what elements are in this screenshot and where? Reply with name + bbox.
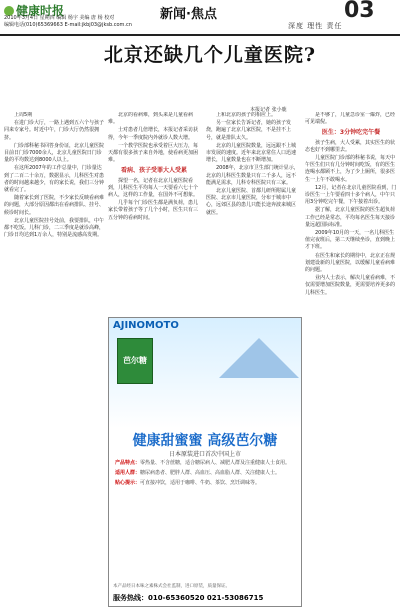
ad-company-name: AJINOMOTO xyxy=(113,320,179,331)
paragraph: 上和北京的孩子的相应上。 xyxy=(216,112,277,118)
paragraph: 门诊部科秘书回答身份证，北京儿童医院目前日门诊7000余人，北京儿童医院日门诊量的平均数达到8000人以上。 xyxy=(4,142,104,164)
ad-phone: 服务热线：010-65360520 021-53086715 xyxy=(113,594,264,602)
ad-subline: 日本原装进口首次中国上市 xyxy=(168,451,241,458)
paragraph: 一个教学医院也承受着巨大压力，每天都有很多孩子来自外地，使看病更加困难。 xyxy=(108,142,199,164)
article-column-3 xyxy=(206,112,300,312)
subheading: 看病、孩子受罪大人受累 xyxy=(120,167,187,175)
editor-contact-line: 编辑电话(010)65369663 E-mail:jkbj03@jksb.com.cn xyxy=(4,22,132,28)
paragraph: 北京儿童医院挂号处前，我要排队，中午都不吃饭。儿科门诊，二三季度是就诊高峰，门诊日均达到1万余人，特别是流感高发期。 xyxy=(4,217,104,239)
paragraph: 12月，记者在北京儿童医院看到，门诊医生一上午要看四十多个病人，中午只用3分钟吃完午餐，下午接着出诊。 xyxy=(305,184,397,206)
paragraph: 士对患者几倍增长，本报记者采访获得，今年一季度院内外就诊人数大增。 xyxy=(108,127,199,141)
paragraph: 是不够了，儿童急诊室一爆炸，已经可见端倪。 xyxy=(305,112,396,126)
paragraph: 业内人士表示，解决儿童看病难，不仅需要增加医院数量，更需要培养更多的儿科医生。 xyxy=(305,275,396,296)
product-box-label: 芭尔糖 xyxy=(123,356,147,365)
page-number: 03 xyxy=(344,0,375,23)
ad-tagline: 健康甜蜜蜜 高级芭尔糖 xyxy=(132,433,278,449)
paragraph: 北京的看病难，到头来是儿童看病难。 xyxy=(108,112,194,126)
paragraph: 儿童医院门诊部的科秘书说，每天中午医生们只有几分钟时间吃饭，有的医生连喝水都顾不上，为了少上厕所，很多医生一上午不敢喝水。 xyxy=(305,155,396,183)
article-headline: 北京还缺几个儿童医院? xyxy=(103,44,317,66)
paragraph: 另一位家长告诉记者，她的孩子发烧，跑遍了北京几家医院，不是挂不上号，就是排队太久。 xyxy=(206,120,292,141)
section-title: 新闻·焦点 xyxy=(160,7,217,22)
page-header xyxy=(0,0,400,36)
product-box-image xyxy=(117,338,153,384)
paragraph: 孩子生病，大人受累，其实医生的状态也好不到哪里去。 xyxy=(305,139,396,153)
paragraph: 在进门诊大厅，一路上遇到五六个与孩子同来专家号。时近中午，门诊大厅仍然很拥挤。 xyxy=(4,120,104,141)
paragraph: 北京的儿童医院数量，远远跟不上城市发展的速度。近年来北京常住人口迅速增长，儿童数量也在不断增加。 xyxy=(206,142,297,164)
paragraph: 随着家长到了医院，不少家长反映看病难的问题，大部分原因都出在看病排队、挂号、候诊时间长。 xyxy=(4,195,104,216)
ad-label: 适用人群： xyxy=(115,470,141,476)
paragraph: 在医生和家长的期待中，北京正在规划建设新的儿童医院，以缓解儿童看病难的问题。 xyxy=(305,252,396,274)
logo-text: 健康时报 xyxy=(16,4,65,18)
ad-label: 产品特点： xyxy=(115,460,141,466)
paragraph: 几乎每个门诊医生都是满负荷，患儿家长带着孩子等了几个小时，医生只有三五分钟的看病时间。 xyxy=(108,200,199,221)
section-slogan: 深度 理性 责任 xyxy=(288,22,343,30)
article-column-4 xyxy=(305,112,397,606)
paragraph: 在这所2007年的工作总量中，门诊量达到了二百二十余万，数据显示，儿科医生对患者的时间越来越少，有的家长说，我们三分钟就看完了。 xyxy=(4,165,104,194)
ad-text: 可直接冲饮，适用于咖啡、牛奶、茶饮、烹饪调味等。 xyxy=(140,480,261,486)
paragraph: 上周5期 xyxy=(14,112,33,118)
header-divider xyxy=(0,34,400,36)
ad-text: 糖尿病患者、肥胖人群、高血压、高血脂人群、关注健康人士。 xyxy=(140,470,281,476)
paragraph: 北京儿童医院、首都儿研所附属儿童医院、北京市儿童医院，分布于城市中心，远郊区县的患儿只能长途奔波来城区就医。 xyxy=(206,188,297,216)
ad-footnote: 本产品经日本味之素株式会社监制，进口原装，质量保证。 xyxy=(113,584,230,589)
ad-banner xyxy=(109,318,301,428)
article-byline: 本报记者 张小鹿 xyxy=(250,107,287,113)
mountain-graphic xyxy=(219,338,299,378)
ad-text: 零热量、不含蔗糖，适合糖尿病人、减肥人群及注重健康人士食用。 xyxy=(140,460,291,466)
paragraph: 据了解，北京儿童医院的医生超负荷工作已经是常态，平均每名医生每天接诊量远超国际标准。 xyxy=(305,207,396,228)
ad-label: 贴心提示： xyxy=(115,480,141,486)
article-column-2 xyxy=(108,112,200,312)
header-info xyxy=(4,15,132,29)
paragraph: 2008年，北京市卫生部门统计显示，北京的儿科医生数量只有二千多人，远不能满足需求，儿科专科医院只有三家。 xyxy=(206,165,299,186)
advertisement xyxy=(108,317,302,607)
ad-body xyxy=(115,460,295,487)
paragraph: 探望一名，记者在北京儿童医院看到，儿科医生平均每人一天要看六七十个病人，这样的工作量，在国外不可想象。 xyxy=(108,177,199,199)
subheading: 医生：3分钟吃完午餐 xyxy=(321,129,381,137)
article-column-1 xyxy=(4,112,104,606)
issue-date-line: 2010年3月4日 星期四 编辑 杨宇 美编 唐 杨 校对 xyxy=(4,15,115,21)
paragraph: 2009年10月的一天，一名儿科医生值完夜班后，第二天继续坐诊，直到晚上才下班。 xyxy=(305,230,396,251)
